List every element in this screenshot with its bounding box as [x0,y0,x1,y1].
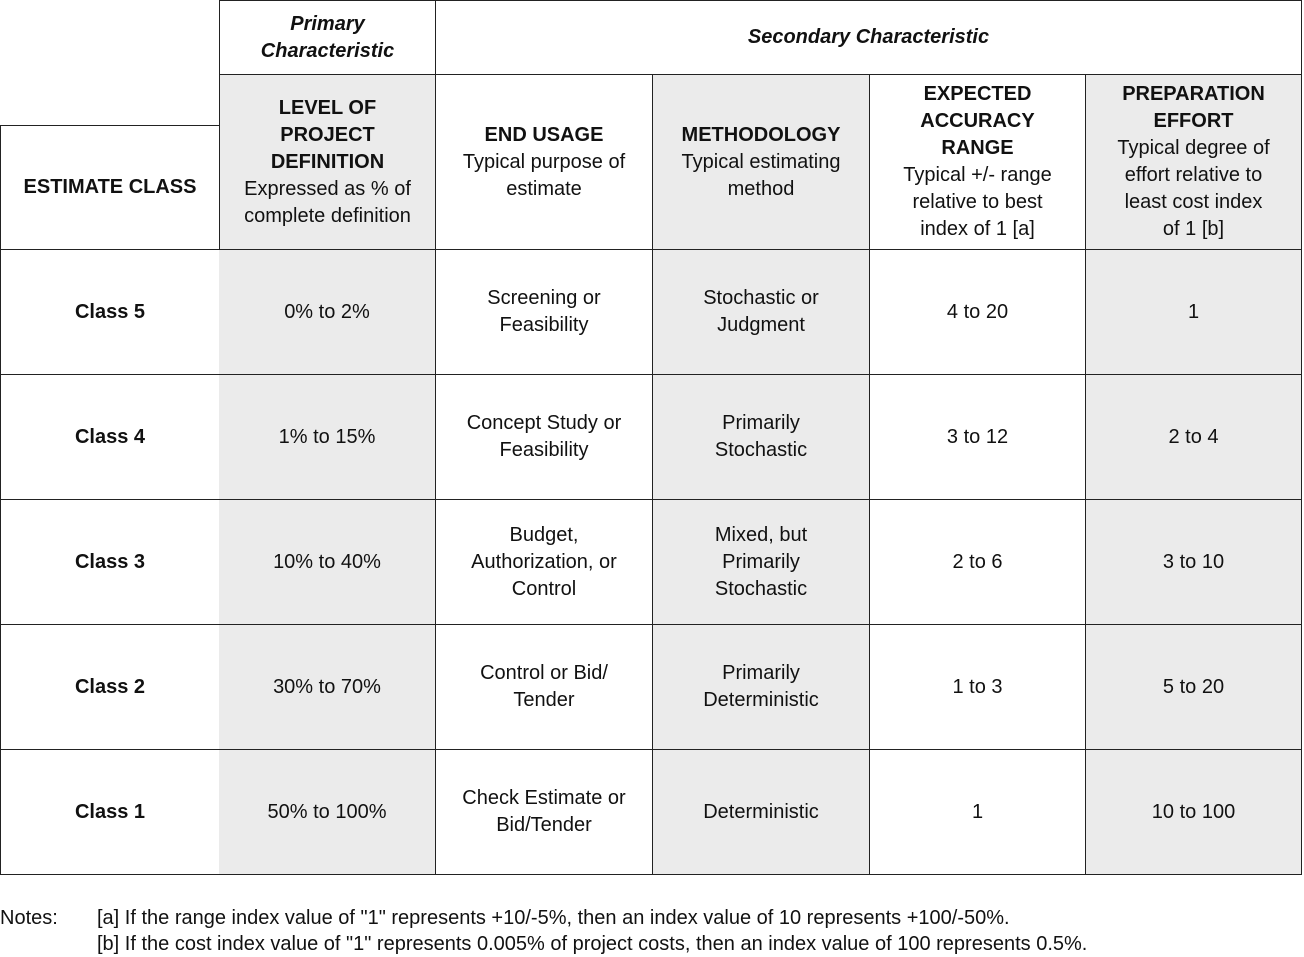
note-a: [a] If the range index value of "1" represents +10/-5%, then an index value of 10 represents +100/-50%. [97,907,1010,929]
secondary-characteristic-header [436,0,1302,75]
effort-cell [1086,250,1302,375]
methodology-cell-text: Stochastic or Judgment [703,287,819,336]
estimate-class-cell-text: Class 1 [74,800,146,823]
effort-cell-text: 3 to 10 [1162,550,1225,573]
methodology-cell-text: Primarily Stochastic [714,412,808,461]
estimate-class-cell-text: Class 4 [74,425,146,448]
level-header-subtitle: Expressed as % of complete definition [244,177,411,227]
level-header-title: LEVEL OF PROJECT DEFINITION [270,96,385,173]
level-cell [219,750,436,875]
estimate-class-cell-text: Class 5 [74,300,146,323]
accuracy-cell-text: 4 to 20 [946,300,1009,323]
accuracy-cell-text: 1 [971,800,984,823]
accuracy-cell [870,500,1086,625]
primary-characteristic-label: Primary Characteristic [260,12,395,62]
accuracy-range-header [870,75,1086,250]
method-header-subtitle: Typical estimating method [681,150,841,200]
estimate-class-header [0,125,220,250]
methodology-cell [653,750,870,875]
estimate-class-cell [0,625,220,750]
level-of-definition-header [219,75,436,250]
level-cell-text: 50% to 100% [267,800,387,823]
methodology-cell-text: Primarily Deterministic [703,662,819,711]
end-usage-cell [436,625,653,750]
method-header-title: METHODOLOGY [681,123,841,146]
end-usage-cell-text: Control or Bid/ Tender [480,662,608,711]
end-usage-cell-text: Budget, Authorization, or Control [471,523,617,600]
accuracy-cell-text: 2 to 6 [952,550,1003,573]
end-usage-header [436,75,653,250]
level-cell [219,625,436,750]
accuracy-header-title: EXPECTED ACCURACY RANGE [920,83,1035,159]
methodology-cell [653,625,870,750]
usage-header-title: END USAGE [484,123,604,146]
level-cell-text: 1% to 15% [278,425,376,448]
accuracy-cell [870,625,1086,750]
effort-cell [1086,750,1302,875]
effort-cell [1086,625,1302,750]
level-cell [219,250,436,375]
methodology-cell-text: Mixed, but Primarily Stochastic [714,523,808,600]
secondary-characteristic-label: Secondary Characteristic [747,26,990,48]
effort-cell-text: 5 to 20 [1162,675,1225,698]
end-usage-cell [436,250,653,375]
level-cell [219,375,436,500]
methodology-cell [653,250,870,375]
estimate-class-cell [0,750,220,875]
accuracy-cell [870,750,1086,875]
accuracy-header-subtitle: Typical +/- range relative to best index of 1 [a] [903,164,1052,240]
effort-cell-text: 2 to 4 [1168,425,1219,448]
estimate-class-cell-text: Class 2 [74,675,146,698]
primary-characteristic-header [219,0,436,75]
level-cell [219,500,436,625]
accuracy-cell-text: 1 to 3 [952,675,1003,698]
effort-cell-text: 1 [1187,300,1200,323]
estimate-class-cell [0,250,220,375]
effort-cell-text: 10 to 100 [1151,800,1236,823]
level-cell-text: 10% to 40% [273,550,381,573]
usage-header-subtitle: Typical purpose of estimate [462,150,626,200]
level-cell-text: 0% to 2% [284,300,370,323]
effort-cell [1086,375,1302,500]
estimate-class-label: ESTIMATE CLASS [23,176,197,198]
estimate-class-cell-text: Class 3 [74,550,146,573]
end-usage-cell [436,500,653,625]
effort-cell [1086,500,1302,625]
methodology-cell [653,500,870,625]
end-usage-cell [436,375,653,500]
effort-header-title: PREPARATION EFFORT [1122,83,1265,132]
accuracy-cell [870,375,1086,500]
methodology-cell-text: Deterministic [703,800,819,823]
accuracy-cell-text: 3 to 12 [946,425,1009,448]
methodology-cell [653,375,870,500]
estimate-class-cell [0,500,220,625]
accuracy-cell [870,250,1086,375]
estimate-class-cell [0,375,220,500]
end-usage-cell [436,750,653,875]
notes-label: Notes: [0,907,58,929]
effort-header-subtitle: Typical degree of effort relative to least cost index of 1 [b] [1117,137,1270,240]
methodology-header [653,75,870,250]
preparation-effort-header [1086,75,1302,250]
note-b: [b] If the cost index value of "1" represents 0.005% of project costs, then an index value of 100 represents 0.5%. [97,933,1088,955]
level-cell-text: 30% to 70% [273,675,381,698]
end-usage-cell-text: Screening or Feasibility [487,287,601,336]
end-usage-cell-text: Check Estimate or Bid/Tender [462,787,626,836]
end-usage-cell-text: Concept Study or Feasibility [466,412,622,461]
